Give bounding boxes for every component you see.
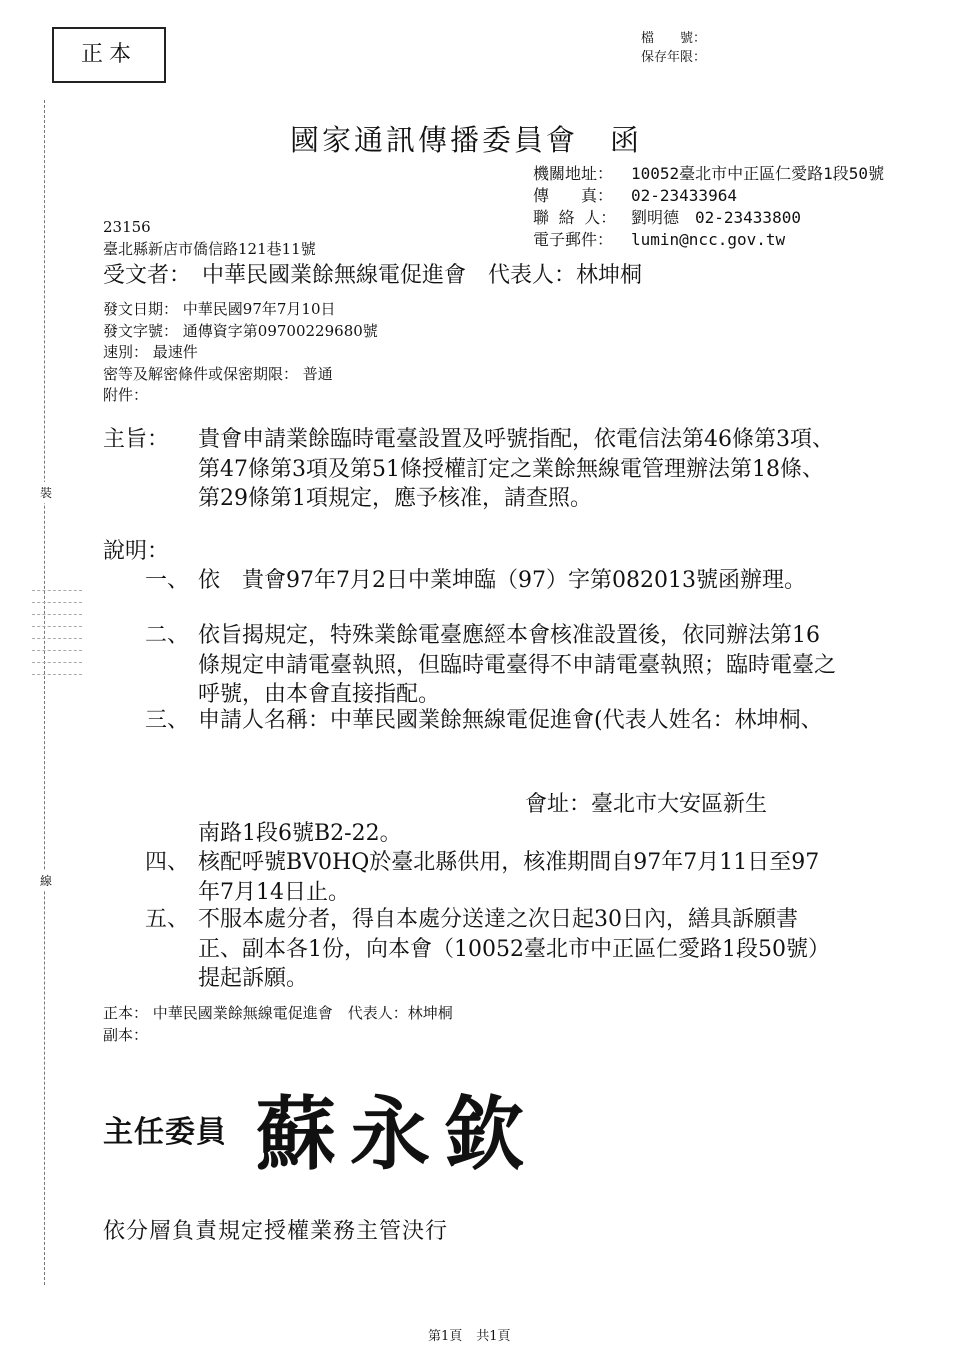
issue-date-label: 發文日期： — [103, 300, 179, 318]
speed-row — [103, 342, 378, 364]
subject-text: 貴會申請業餘臨時電臺設置及呼號指配，依電信法第46條第3項、第47條第3項及第51條授權訂定之業餘無線電管理辦法第18條、第29條第1項規定，應予核准，請查照。 — [198, 427, 834, 511]
delegation-note: 依分層負責規定授權業務主管決行 — [103, 1219, 449, 1244]
duplicate-copy-label: 副本： — [103, 1026, 149, 1044]
speed-label: 速別： — [103, 343, 149, 361]
speed-value: 最速件 — [152, 343, 198, 361]
copies-block — [103, 1002, 453, 1046]
reference-number: 通傳資字第09700229680號 — [182, 321, 378, 340]
item-continuation-tail: 南路1段6號B2-22。 — [198, 821, 402, 846]
secrecy-label: 密等及解密條件或保密期限： — [103, 364, 299, 383]
description-label: 說明： — [103, 539, 170, 564]
item-text: 依旨揭規定，特殊業餘電臺應經本會核准設置後，依同辦法第16條規定申請電臺執照，但臨時電臺得不申請電臺執照；臨時電臺之呼號，由本會直接指配。 — [198, 623, 837, 707]
attachment-row — [103, 385, 378, 407]
sender-email-row — [533, 229, 884, 251]
reference-row — [103, 321, 378, 343]
item-text: 申請人名稱：中華民國業餘無線電促進會(代表人姓名：林坤桐、 — [198, 708, 823, 733]
item-continuation: 會址：臺北市大安區新生 — [525, 792, 768, 817]
sender-contact: 劉明德 02-23433800 — [631, 208, 801, 227]
sender-address-label: 機關地址： — [533, 164, 614, 183]
sender-fax-row — [533, 185, 884, 207]
item-number: 一、 — [145, 568, 190, 593]
sender-email-label: 電子郵件： — [533, 230, 614, 249]
sender-address: 10052臺北市中正區仁愛路1段50號 — [631, 164, 885, 183]
recipient-postcode: 23156 — [103, 218, 151, 236]
duplicate-copy-row — [103, 1024, 453, 1046]
item-number: 三、 — [145, 708, 190, 733]
item-number: 五、 — [145, 907, 190, 932]
subject-label: 主旨： — [103, 427, 170, 452]
item-text: 不服本處分者，得自本處分送達之次日起30日內，繕具訴願書正、副本各1份，向本會（10052臺北市中正區仁愛路1段50號）提起訴願。 — [198, 907, 830, 991]
original-copy-label: 正本： — [103, 1004, 149, 1022]
signature-name: 蘇永欽 — [256, 1087, 538, 1181]
recipient: 受文者： 中華民國業餘無線電促進會 代表人：林坤桐 — [103, 263, 643, 288]
item-text: 核配呼號BV0HQ於臺北縣供用，核准期間自97年7月11日至97年7月14日止。 — [198, 850, 820, 905]
secrecy-value: 普通 — [302, 364, 333, 383]
original-copy-stamp: 正本 — [52, 27, 166, 83]
item-number: 二、 — [145, 623, 190, 648]
file-number-label: 檔 號： — [641, 31, 707, 46]
issue-date: 中華民國97年7月10日 — [182, 300, 336, 318]
sender-email: lumin@ncc.gov.tw — [631, 230, 786, 249]
sender-contact-row — [533, 207, 884, 229]
original-copy-row — [103, 1002, 453, 1024]
sender-address-row — [533, 163, 884, 185]
page-total: 共1頁 — [476, 1329, 511, 1344]
secrecy-row — [103, 364, 378, 386]
binding-mark-bottom: 線 — [40, 870, 52, 891]
document-meta — [103, 299, 378, 407]
binding-mark-top: 裝 — [40, 482, 52, 503]
reference-label: 發文字號： — [103, 321, 179, 340]
sender-fax-label: 傳 真： — [533, 186, 614, 205]
sender-fax: 02-23433964 — [631, 186, 737, 205]
sender-contact-label: 聯 絡 人： — [533, 208, 617, 227]
item-text: 依 貴會97年7月2日中業坤臨（97）字第082013號函辦理。 — [198, 568, 806, 593]
original-copy-recipient: 中華民國業餘無線電促進會 代表人：林坤桐 — [152, 1004, 453, 1022]
recipient-address: 臺北縣新店市僑信路121巷11號 — [103, 240, 316, 258]
page-number: 第1頁 — [428, 1329, 463, 1344]
item-number: 四、 — [145, 850, 190, 875]
page-footer — [428, 1325, 525, 1344]
document-title: 國家通訊傳播委員會 函 — [290, 123, 643, 157]
attachment-label: 附件： — [103, 386, 149, 404]
issue-date-row — [103, 299, 378, 321]
sender-info — [533, 163, 884, 251]
signer-title: 主任委員 — [103, 1115, 227, 1150]
scan-artifact-dashes — [32, 580, 92, 700]
retention-period-label: 保存年限： — [641, 50, 707, 65]
